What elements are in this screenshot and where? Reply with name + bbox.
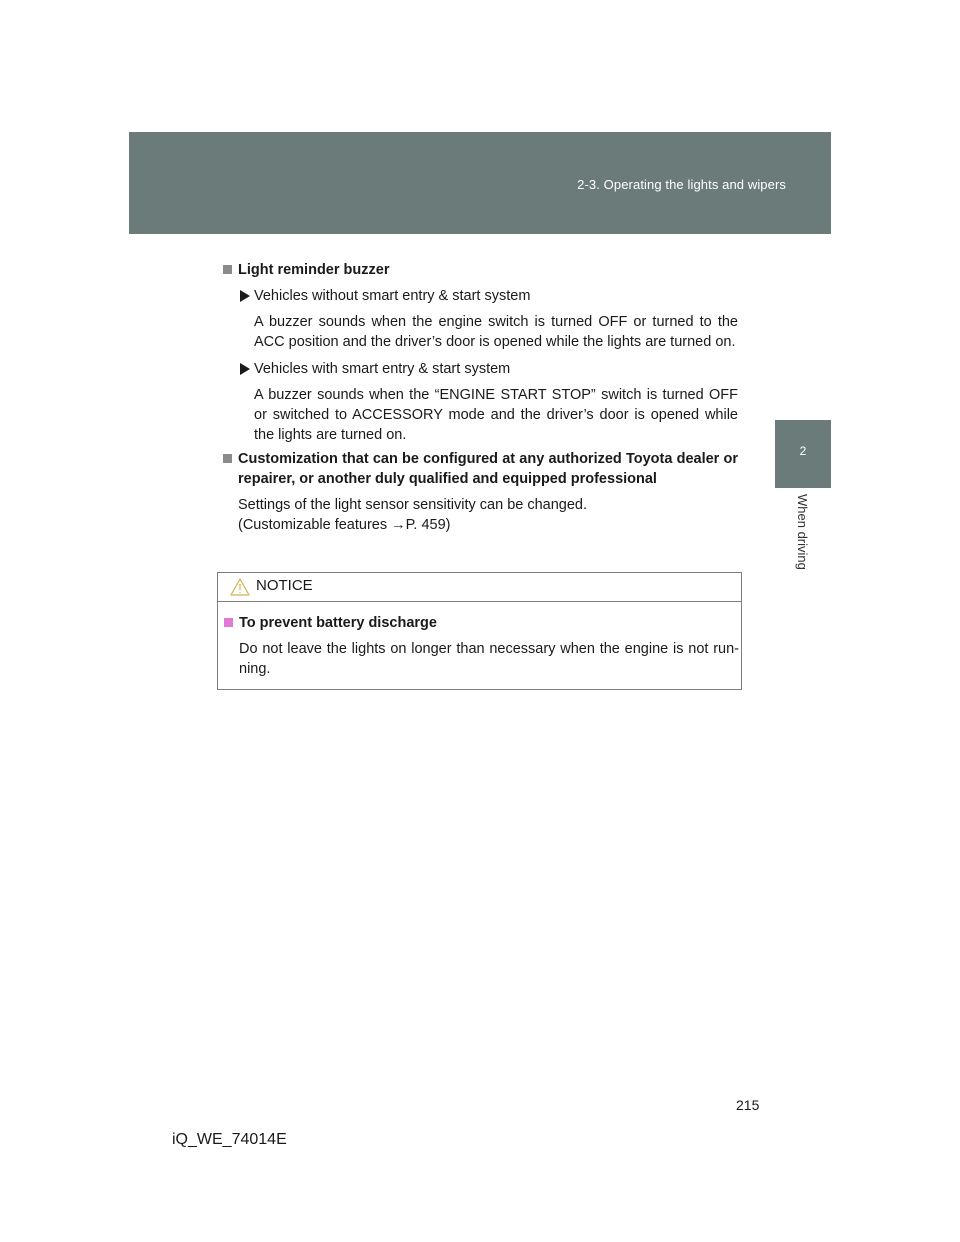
square-bullet-icon	[223, 454, 232, 463]
subheading-with-smart-entry: Vehicles with smart entry & start system	[222, 359, 738, 379]
chapter-tab	[775, 420, 831, 488]
subheading-without-smart-entry: Vehicles without smart entry & start system	[222, 286, 738, 306]
section-header	[129, 132, 831, 234]
paragraph-without-smart-entry: A buzzer sounds when the engine switch is turned OFF or turned to the ACC position and the driver’s door is opened while the lights are turned on.	[254, 314, 738, 350]
chapter-number: 2	[799, 444, 807, 458]
section-heading-light-reminder: Light reminder buzzer	[222, 260, 738, 280]
section-heading-customization: Customization that can be configured at any authorized Toyota dealer or repairer, or another duly qualified and equipped professional	[222, 449, 738, 489]
section-title: 2-3. Operating the lights and wipers	[577, 177, 786, 192]
triangle-bullet-icon	[240, 290, 250, 302]
paragraph-with-smart-entry: A buzzer sounds when the “ENGINE START STOP” switch is turned OFF or switched to ACCESSORY mode and the driver’s door is opened while the lights are turned on.	[254, 387, 738, 443]
document-code: iQ_WE_74014E	[172, 1131, 287, 1148]
notice-box	[217, 572, 742, 690]
notice-heading: To prevent battery discharge	[224, 613, 739, 633]
notice-text: Do not leave the lights on longer than necessary when the engine is not run-ning.	[239, 641, 739, 677]
notice-body	[224, 613, 739, 679]
notice-title: NOTICE	[256, 577, 313, 594]
chapter-label: When driving	[795, 494, 810, 570]
notice-header	[218, 573, 741, 602]
paragraph-customization: Settings of the light sensor sensitivity can be changed. (Customizable features →P. 459)	[238, 497, 588, 533]
warning-icon	[230, 578, 250, 596]
main-content	[222, 260, 738, 535]
square-bullet-icon	[223, 265, 232, 274]
page-number: 215	[736, 1097, 760, 1113]
triangle-bullet-icon	[240, 363, 250, 375]
square-bullet-icon	[224, 618, 233, 627]
